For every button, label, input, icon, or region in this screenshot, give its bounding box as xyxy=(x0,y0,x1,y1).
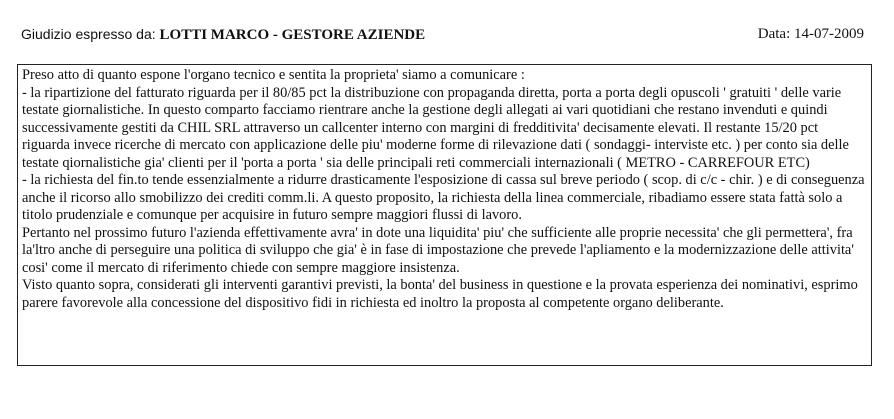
document-header xyxy=(21,26,864,46)
author-line xyxy=(21,26,425,44)
author-name: LOTTI MARCO - GESTORE AZIENDE xyxy=(159,27,426,43)
intro-paragraph: Preso atto di quanto espone l'organo tecnico e sentita la proprieta' siamo a comunicare : xyxy=(22,67,525,83)
opinion-text-box xyxy=(17,64,872,366)
author-label: Giudizio espresso da: xyxy=(21,26,160,42)
document-date: Data: 14-07-2009 xyxy=(757,26,864,42)
financing-paragraph: - la richiesta del fin.to tende essenzialmente a ridurre drasticamente l'esposizione di cassa sul breve periodo ( scop. di c/c - chir. ) e di conseguenza anche il ricorso allo smobilizzo dei crediti comm.li. A questo proposito, la richiesta della linea commerciale, ribadiamo essere stata fattà solo a titolo prudenziale e comunque per acquisire in futuro sempre maggiori flussi di lavoro. xyxy=(22,172,865,223)
outlook-paragraph: Pertanto nel prossimo futuro l'azienda effettivamente avra' in dote una liquidita' piu' che sufficiente alle proprie necessita' che gli permettera', fra la'ltro anche di perseguire una politica di sviluppo che gia' è in fase di impostazione che prevede l'apliamento e la modernizzazione delle attivita' cosi' come il mercato di riferimento chiede con sempre maggiore insistenza. xyxy=(22,224,854,276)
conclusion-paragraph: Visto quanto sopra, considerati gli interventi garantivi previsti, la bonta' del business in questione e la provata esperienza dei nominativi, esprimo parere favorevole alla concessione del dispositivo fidi in richiesta ed inoltro la proposta al competente organo deliberante. xyxy=(22,277,858,311)
revenue-paragraph: - la ripartizione del fatturato riguarda per il 80/85 pct la distribuzione con propaganda diretta, porta a porta degli opuscoli ' gratuiti ' delle varie testate giornalistiche. In questo comparto facciamo rientrare anche la gestione degli allegati ai vari quotidiani che restano invenduti e quindi successivamente gestiti da CHIL SRL attraverso un callcenter interno con margini di fredditivita' decisamente elevati. Il restante 15/20 pct riguarda invece ricerche di mercato con applicazione delle piu' moderne forme di rilevazione dati ( sondaggi- interviste etc. ) per conto sia delle testate qiornalistiche gia' clienti per il 'porta a porta ' sia delle principali reti commerciali internazionali ( METRO - CARREFOUR ETC) xyxy=(22,84,849,171)
